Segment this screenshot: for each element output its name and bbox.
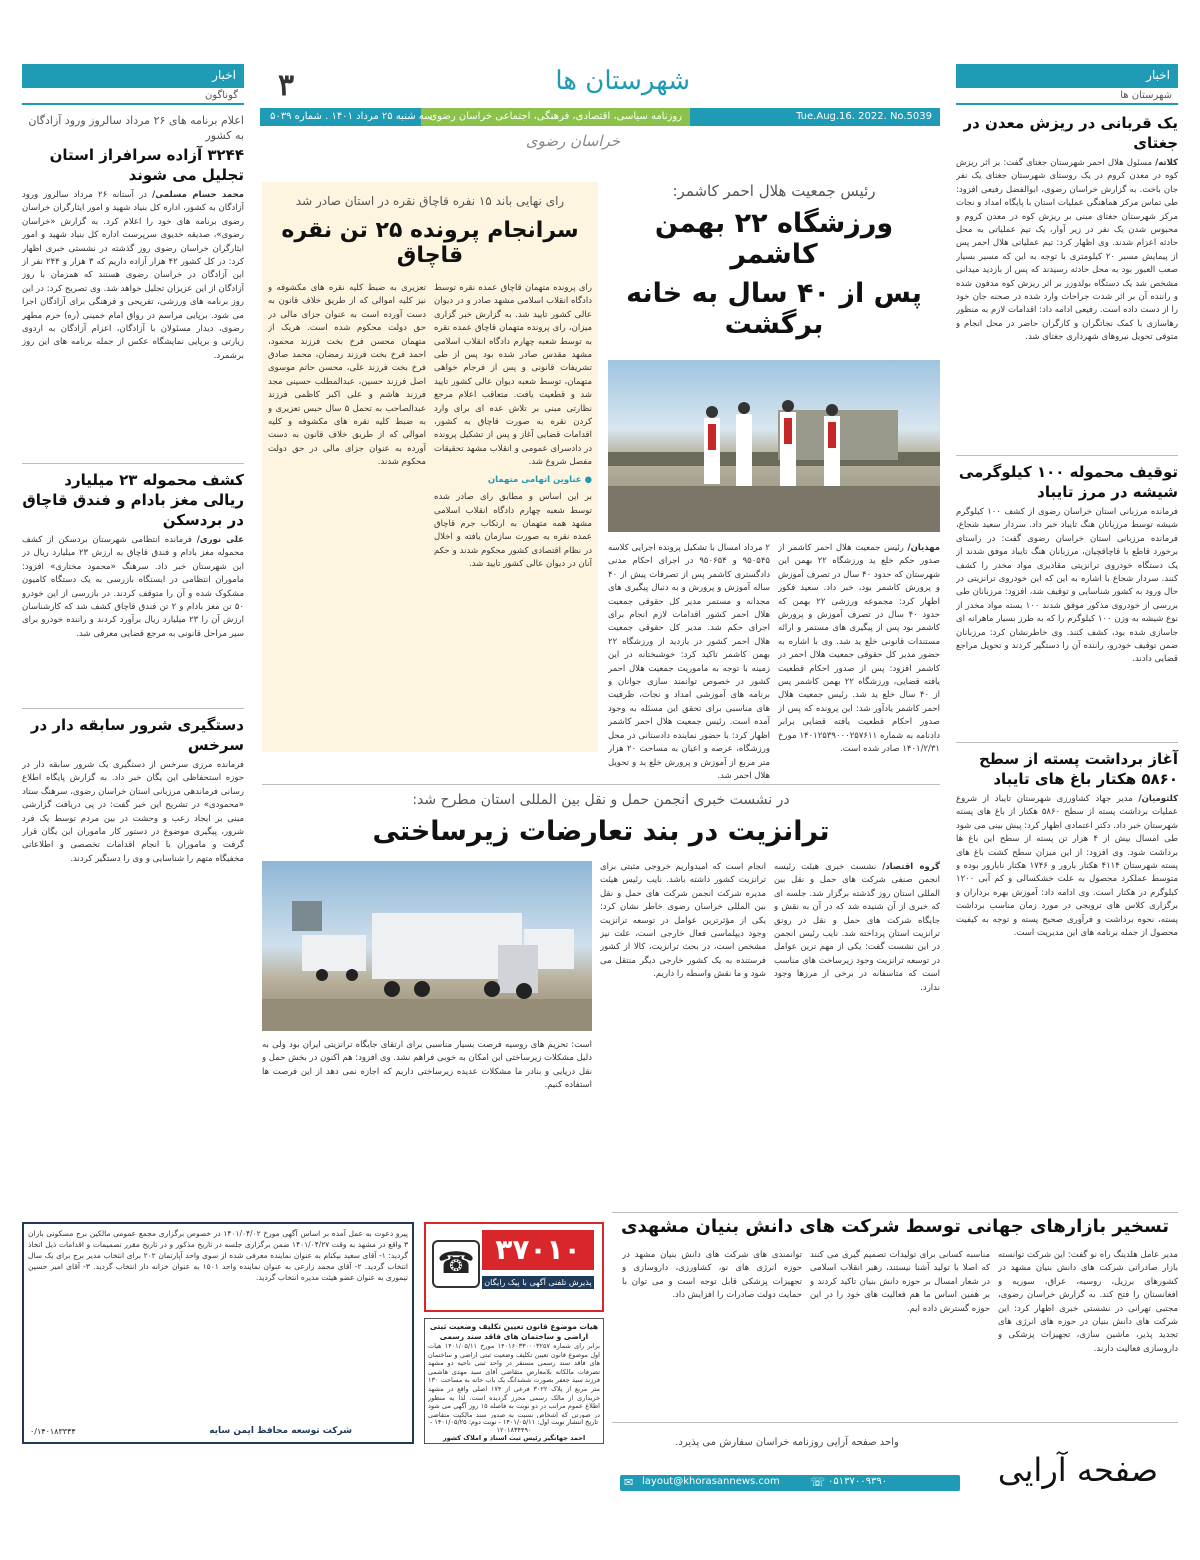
stadium-photo-art (608, 360, 940, 532)
story-kicker: رئیس جمعیت هلال احمر کاشمر: (672, 182, 876, 200)
legal-body: برابر رای شماره ۱۴۰۱۶۰۳۳۰۰۰۳۲۵۷ مورخ ۱۴۰۱/۰۵/۱۱ هیات اول موضوع قانون تعیین تکلیف وضعیت ثبتی اراضی و ساختمان های فاقد سند رسمی مستقر در واحد ثبتی ناحیه دو مشهد تصرفات مالکانه بلامعارض متقاضی آقای سید مهدی هاشمی فرزند سید جعفر بصورت ششدانگ یک باب خانه به مساحت ۱۳۰ متر مربع از پلاک ۳۰۲۲ فرعی از ۱۷۴ اصلی واقع در مشهد خریداری از مالک رسمی محرز گردیده است. لذا به منظور اطلاع عموم مراتب در دو نوبت به فاصله ۱۵ روز آگهی می شود در صورتی که اشخاص نسبت به صدور سند مالکیت متقاضی (428, 1342, 600, 1418)
story-headline: آغاز برداشت پسته از سطح ۵۸۶۰ هکتار باغ های تایباد (978, 750, 1178, 788)
left-story-1 (22, 113, 244, 457)
trucks-photo (262, 861, 592, 1031)
story-headline: یک قربانی در ریزش معدن در جغتای (963, 114, 1178, 152)
story-lead: کلثومیان/ (1138, 794, 1178, 804)
phone-ad (424, 1222, 604, 1312)
page-number: ۳ (278, 68, 295, 103)
transit-story (262, 792, 940, 1189)
right-story-1 (956, 113, 1178, 449)
newspaper-logo: خراسان رضوی (525, 132, 620, 150)
legal-title: هیات موضوع قانون تعیین تکلیف وضعیت ثبتی اراضی و ساختمان های فاقد سند رسمی (429, 1322, 599, 1341)
trucks-photo-art (262, 861, 592, 1031)
right-story-3 (956, 749, 1178, 1199)
story-body-col-1: مهدیان/ رئیس جمعیت هلال احمر کاشمر از صدور حکم خلع ید ورزشگاه ۲۲ بهمن این شهرستان که حدود ۴۰ سال در تصرف آموزش و پرورش کاشمر بود، خبر داد. سعید فکور اظهار کرد: مجموعه ورزشی ۲۲ بهمن که حدود ۴۰ سال در تصرف آموزش و پرورش کاشمر بود پس از پیگیری های مستمر و ارائه مستندات قانونی خلع ید شد. وی با اشاره به حضور مدیر کل حقوقی جمعیت هلال احمر در کاشمر افزود: پس از صدور احکام قطعیت یافته قضایی، ورزشگاه ۲۲ بهمن کاشمر پس از ۴۰ سال خلع ید شد. رئیس جمعیت هلال احمر کاشمر یادآور شد: این پرونده که پس از صدور احکام قطعیت یافته قضایی برابر دادنامه به شماره ۱۴۰۱۲۵۳۹۰۰۰۲۵۷۶۱۱ مورخ ۱۴۰۱/۲/۳۱ صادر شده است. (778, 543, 940, 755)
story-body-col-1: مدیر عامل هلدینگ راه نو گفت: این شرکت توانسته بازار صادراتی شرکت های دانش بنیان مشهد در کشورهای برزیل، روسیه، عراق، سوریه و افغانستان را فتح کند. به گزارش خراسان رضوی، مجتبی تهرانی در نشستی خبری اظهار کرد: این شرکت های دانش بنیان در حوزه های انرژی های تجدید پذیر، ماشین سازی، تجهیزات پزشکی و داروسازی فعالیت دارند. (998, 1250, 1178, 1354)
story-body-col-1: رای پرونده متهمان قاچاق عمده نقره توسط دادگاه انقلاب اسلامی مشهد صادر و در دیوان عالی کشور تایید شد. به گزارش خبر گزاری میزان، رای پرونده متهمان قاچاق عمده نقره به توسط شعبه چهارم دادگاه انقلاب اسلامی مشهد مقدس صادر شده بود پس از طی تشریفات قانونی و پس از فرجام خواهی متهمان، توسط شعبه دیوان عالی کشور تایید شد و قطعیت یافت. متعاقب اعلام مرجع نظارتی مبنی بر تلاش عده ای برای وارد کردن نقره به صورت قاچاق به کشور، اقدامات قضایی آغاز و پس از تشکیل پرونده در دادسرای عمومی و انقلاب مشهد تحقیقات مفصل شروع شد. ● عناوین اتهامی متهمان بر این اساس و مطابق رای صادر شده توسط شعبه چهارم دادگاه انقلاب اسلامی مشهد همه متهمان به ارتکاب جرم قاچاق عمده نقره به صورت سازمان یافته و اخلال در نظام اقتصادی کشور محکوم شدند و حکم آنان در دیوان عالی کشور تایید شد. (434, 283, 592, 570)
telephone-icon: ☎ (432, 1240, 480, 1288)
story-headline: دستگیری شرور سابقه دار در سرخس (30, 716, 244, 754)
story-headline: ۳۲۴۴ آزاده سرافراز استان تجلیل می شوند (49, 146, 244, 184)
story-body: کلاته/ مسئول هلال احمر شهرستان جغتای گفت: بر اثر ریزش کوه در معدن کروم در یک روستای شهرستان جغتای یک نفر جان باخت. به گزارش خراسان رضوی، ابوالفضل رفیعی افزود: طی تماس مرکز هماهنگی عملیات استان با پایگاه امداد و نجات مرکز شهرستان جغتای مبنی بر ریزش کوه در معدن کروم و محبوس شدن یک نفر در زیر آوار، یک تیم عملیاتی به محل حادثه اعزام شدند. وی اظهار کرد: تیم عملیاتی هلال احمر پس از پیمایش مسیر ۲۰ کیلومتری با توجه به این که مسیر بسیار صعب العبور بود به محل حادثه رسیدند که پس از بازدید میدانی مشخص شد یک دستگاه بولدوزر بر اثر ریزش کوه مدفون شده و راننده آن بر اثر شدت جراحات وارد شده در صحنه جان خود را از دست داده است. رفیعی ادامه داد: اقدامات لازم به منظور رهاسازی با کمک نجاتگران و کارگران حاضر در محل انجام و متوفی تحویل نیروهای شهرداری جغتای شد. (956, 158, 1178, 343)
layout-service-caption: واحد صفحه آرایی روزنامه خراسان سفارش می پذیرد. (675, 1437, 899, 1448)
story-body-col-3: توانمندی های شرکت های دانش بنیان مشهد در حوزه انرژی های نو، کشاورزی، داروسازی و تجهیزات پزشکی قابل توجه است و می توان با حمایت دولت صادرات را افزایش داد. (622, 1250, 802, 1301)
story-body: علی نوری/ فرمانده انتظامی شهرستان بردسکن از کشف محموله مغز بادام و فندق قاچاق به ارزش ۲۳ میلیارد ریال در این شهرستان خبر داد. سرهنگ «محمود مختاری» افزود: ماموران انتظامی در ایستگاه بازرسی به یک دستگاه کامیون مشکوک شده و آن را متوقف کردند. در بازرسی از این خودرو ۵۰ تن مغز بادام و ۲ تن فندق قاچاق کشف شد که کارشناسان ارزش آن را ۲۳ میلیارد ریال برآورد کردند و راننده خودرو برای سیر مراحل قانونی به مرجع قضایی معرفی شد. (22, 535, 244, 639)
header-bar (260, 108, 940, 126)
story-kicker: رای نهایی باند ۱۵ نفره قاچاق نقره در استان صادر شد (295, 194, 565, 208)
right-section-header (956, 64, 1178, 88)
story-body-col-3: است: تحریم های روسیه فرصت بسیار مناسبی برای ارتقای جایگاه ترانزیتی ایران بود ولی به دلیل مشکلات زیرساختی این امکان به خوبی فراهم نشد. وی افزود: هم اکنون در بخش حمل و نقل دریایی و بنادر ما مشکلات عدیده زیرساختی داریم که اجازه نمی دهد از این فرصت ها استفاده کنیم. (262, 1040, 592, 1091)
legal-ad (424, 1318, 604, 1444)
story-headline: توقیف محموله ۱۰۰ کیلوگرمی شیشه در مرز تایباد (958, 463, 1178, 501)
section-title: شهرستان ها (555, 66, 690, 96)
story-body-col-2: مناسبه کسانی برای تولیدات تصمیم گیری می کنند که اصلا با تولید آشنا نیستند، رهبر انقلاب اسلامی در شعار امسال بر حوزه دانش بنیان تاکید کردند و بر همین اساس ما هم فعالیت های خود را در این حوزه گسترش داده ایم. (810, 1250, 990, 1314)
story-kicker: اعلام برنامه های ۲۶ مرداد سالروز ورود آزادگان به کشور (28, 114, 244, 142)
contact-bar (620, 1475, 960, 1491)
date-en: Tue.Aug.16. 2022. No.5039 (796, 111, 932, 122)
right-story-2 (956, 462, 1178, 736)
story-body: محمد حسام مسلمی/ در آستانه ۲۶ مرداد سالروز ورود آزادگان به کشور، اداره کل بنیاد شهید و امور ایثارگران خراسان رضوی برنامه های خود را اعلام کرد. به گزارش «خراسان رضوی»، صدیقه خدیوی سرپرست اداره کل بنیاد شهید و امور ایثارگران خراسان رضوی روز گذشته در نشستی خبری اظهار کرد: در کل کشور ۴۲ هزار آزاده داریم که ۳ هزار و ۲۴۴ نفر از این آزادگان در خراسان رضوی هستند که همزمان با روز آزادگان از این عزیزان تجلیل خواهد شد. وی تصریح کرد: در این روز برنامه های ورزشی، تفریحی و فرهنگی برای آزادگان اجرا می شود. برپایی مراسم در رواق امام خمینی (ره) حرم مطهر رضوی، دیدار مسئولان با آزادگان، اعزام آزادگان به اردوی زیارتی و برپایی نمایشگاه عکس از جمله برنامه های این روز برشمرد. (22, 190, 244, 361)
story-lead: علی نوری/ (196, 535, 244, 545)
left-subsection: گوناگون (22, 88, 244, 105)
right-column (956, 64, 1178, 1199)
ad-phone-number[interactable]: ۳۷۰۱۰ (482, 1230, 594, 1270)
story-lead: مهدیان/ (907, 543, 940, 553)
stadium-photo (608, 360, 940, 532)
story-body-col-1: گروه اقتصاد/ نشست خبری هیئت رئیسه انجمن صنفی شرکت های حمل و نقل بین المللی استان روز گذشته برگزار شد. جلسه ای که خبری از آن شنیده شد که در آن به نقش و جایگاه شرکت های حمل و نقل در رونق ترانزیت استان پرداخته شد. نایب رئیس انجمن در این نشست گفت: یکی از مهم ترین عوامل در توسعه ترانزیت وجود زیرساخت های مناسب است که متاسفانه در برخی از مرزها وجود ندارد. (774, 862, 940, 993)
story-body: فرمانده مرزی سرخس از دستگیری یک شرور سابقه دار در حوزه استحفاظی این یگان خبر داد. به گزارش پایگاه اطلاع رسانی فرماندهی مرزبانی استان خراسان رضوی، سرهنگ ستاد «محمودی» در تشریح این خبر گفت: در پی دریافت گزارشی مبنی بر ایجاد رعب و وحشت در بین مردم توسط یک فرد شرور، پیگیری موضوع در دستور کار ماموران این یگان قرار گرفت و ماموران با انجام اقدامات تخصصی و اطلاعاتی مخفیگاه متهم را شناسایی و وی را دستگیر کردند. (22, 760, 244, 864)
knowledge-story (612, 1216, 1178, 1425)
story-body-col-2: تعزیری به ضبط کلیه نقره های مکشوفه و نیز کلیه اموالی که از طریق خلاف قانون به دست آورده است به عنوان جزای مالی در حق دولت محکوم شده است. هریک از متهمان محسن فرخ بخت فرزند محمود، احمد فرخ بخت فرزند رمضان، محمد صادق فرخ بخت فرزند علی، محسن حاتم موسوی اصل فرزند حسین، عبدالمطلب حسینی مجد فرزند هاشم و علی اکبر کاظمی فرزند عبدالصاحب به تحمل ۵ سال حبس تعزیری و به ضبط کلیه نقره های مکشوفه و کلیه اموالی که از طریق خلاف قانون به دست آورده به عنوان جزای مالی در حق دولت محکوم شدند. (268, 283, 426, 468)
story-body: کلثومیان/ مدیر جهاد کشاورزی شهرستان تایباد از شروع عملیات برداشت پسته از سطح ۵۸۶۰ هکتار از باغ های پسته شهرستان خبر داد. دکتر اعتمادی اظهار کرد: پیش بینی می شود طی امسال بیش از ۴ هزار تن پسته از سطح این باغ ها برداشت شود. وی افزود: از این میزان سطح کشت باغ های پسته شهرستان ۴۱۱۴ هکتار بارور و ۱۷۴۶ هکتار نابارور بوده و متوسط عملکرد محصول به علت خشکسالی و کم آبی ۱۲۰۰ کیلوگرم در هکتار است. وی ادامه داد: آموزش بهره برداران و برگزاری کلاس های ترویجی در مورد زمان مناسب برداشت پسته، نحوه برداشت و فرآوری صحیح پسته و توجه به کیفیت محصول از جمله برنامه های این مدیریت است. (956, 794, 1178, 939)
story-subhead: ● عناوین اتهامی متهمان (487, 474, 592, 485)
left-story-2 (22, 470, 244, 702)
phone-icon: ☏ (810, 1475, 826, 1489)
legal-signer: احمد جهانگیر رئیس ثبت اسناد و املاک کشور (442, 1434, 586, 1442)
story-headline-line2: پس از ۴۰ سال به خانه برگشت (626, 278, 922, 340)
story-headline: سرانجام پرونده ۲۵ تن نقره قاچاق (281, 218, 579, 268)
left-story-3 (22, 715, 244, 1055)
notice-ad (22, 1222, 414, 1444)
story-body-col-2: انجام است که امیدواریم خروجی مثبتی برای ترانزیت کشور داشته باشد. نایب رئیس هیئت مدیره شرکت انجمن شرکت های حمل و نقل بین المللی خراسان رضوی خاطر نشان کرد: یکی از مؤثرترین عوامل در توسعه ترانزیت وجود دیپلماسی فعال خارجی است، علت نیز مشخص است، در بحث ترانزیت، کالا از کشور فرستنده به یک کشور خارجی دیگر منتقل می شود و ما نقش واسطه را داریم. (600, 862, 766, 980)
left-section-header (22, 64, 244, 88)
email-icon: ✉ (624, 1476, 634, 1489)
notice-ref: ۰/۱۴۰۱۸۳۳۴۴ (30, 1427, 76, 1436)
story-headline: ترانزیت در بند تعارضات زیرساختی (372, 816, 830, 847)
silver-story (262, 182, 598, 752)
story-body: فرمانده مرزبانی استان خراسان رضوی از کشف ۱۰۰ کیلوگرم شیشه توسط مرزبانان هنگ تایباد خبر داد. سردار سعید شجاع، فرمانده مرزبانی استان خراسان رضوی گفت: در راستای برخورد قاطع با قاچاقچیان، مرزبانان هنگ تایباد موفق شدند از یک دستگاه خودروی ترانزیتی مقادیری مواد مخدر را کشف کنند. سردار شجاع با اشاره به این که این خودروی ترانزیتی در حال ورود به کشور شناسایی و توقیف شد، افزود: مرزبانان طی بررسی از خودروی مذکور موفق شدند ۱۰۰ بسته مواد مخدر از نوع شیشه به وزن ۱۰۰ کیلوگرم را که به طرز بسیار ماهرانه ای جاسازی شده بود، کشف کنند. وی خاطرنشان کرد: مرزبانان ضمن توقیف خودرو، راننده آن را دستگیر کردند و تحویل مراجع قضایی دادند. (956, 507, 1178, 665)
main-story (608, 182, 940, 842)
notice-body: پیرو دعوت به عمل آمده بر اساس آگهی مورخ ۱۴۰۱/۰۴/۰۲ در خصوص برگزاری مجمع عمومی مالکین برج مسکونی باران ۳ واقع در مشهد به وقت ۱۴۰۱/۰۴/۲۷ ضمن برگزاری جلسه در تاریخ مذکور و در تاریخ مقرر تصمیمات و اقدامات ذیل اتخاذ گردید: ۱- آقای سعید نیکنام به عنوان نماینده معرفی شده از سوی واحد آپارتمان ۲۰۲ برای انتخاب مدیر برج برای یک سال انتخاب گردید. ۲- آقای محمد زارعی به عنوان نماینده واحد ۱۵۰۱ به عنوان خزانه دار انتخاب گردید. ۳- آقای امیر حسین تیموری به عنوان عضو هیئت مدیره انتخاب گردید. (28, 1229, 408, 1282)
story-headline: تسخیر بازارهای جهانی توسط شرکت های دانش بنیان مشهدی (620, 1216, 1170, 1237)
layout-service-title: صفحه آرایی (997, 1451, 1158, 1489)
date-fa: سه شنبه ۲۵ مرداد ۱۴۰۱ . شماره ۵۰۳۹ (270, 111, 433, 122)
tagline: روزنامه سیاسی، اقتصادی، فرهنگی، اجتماعی خراسان رضوی (421, 108, 690, 126)
right-section-title: اخبار (1146, 68, 1170, 82)
ad-phone-caption: پذیرش تلفنی آگهی با پیک رایگان (482, 1276, 594, 1289)
masthead (260, 62, 940, 160)
layout-phone[interactable]: ۰۵۱۳۷۰۰۹۳۹۰ (828, 1476, 888, 1487)
story-body-col-2: ۲ مرداد امسال با تشکیل پرونده اجرایی کلاسه ۹۵۰۵۴۵ و ۹۵۰۶۵۴ در اجرای احکام مدنی دادگستری کاشمر پس از تصرفات پیش از ۴۰ ساله آموزش و پرورش و به دنبال پیگیری های مجدانه و مستمر مدیر کل حقوقی جمعیت هلال احمر کشور اقدامات لازم انجام برای اجرای حکم شد. مدیر کل حقوقی جمعیت هلال احمر کشور در بازدید از ورزشگاه ۲۲ بهمن کاشمر تاکید کرد: خوشبختانه در این زمینه با توجه به ماموریت جمعیت هلال احمر کشور در خصوص توانمند سازی جوانان و برنامه های آموزشی امداد و نجات، ظرفیت های مناسبی برای تحقق این مسئله به وجود آمده است. رئیس جمعیت هلال احمر کاشمر اظهار کرد: با حضور نماینده دادستانی در محل ورزشگاه، عرصه و اعیان به مساحت ۲۰ هزار متر مربع از آموزش و پرورش خلع ید و تحویل هلال احمر شد. (608, 543, 770, 781)
subhead-bullet-icon: ● (584, 474, 592, 485)
story-lead: کلاته/ (1155, 158, 1178, 168)
notice-footer: شرکت توسعه محافظ ایمن سایه (209, 1426, 352, 1436)
story-headline: کشف محموله ۲۳ میلیارد ریالی مغز بادام و فندق قاچاق در بردسکن (22, 471, 244, 529)
story-kicker: در نشست خبری انجمن حمل و نقل بین المللی استان مطرح شد: (412, 792, 790, 808)
story-lead: گروه اقتصاد/ (882, 862, 940, 872)
layout-email[interactable]: layout@khorasannews.com (642, 1476, 780, 1487)
story-headline-line1: ورزشگاه ۲۲ بهمن کاشمر (654, 208, 894, 270)
right-subsection: شهرستان ها (956, 88, 1178, 105)
left-section-title: اخبار (212, 68, 236, 82)
left-column (22, 64, 244, 1055)
layout-service-ad (612, 1422, 1178, 1539)
legal-dates: تاریخ انتشار نوبت اول: ۱۴۰۱/۰۵/۱۱ - نوبت دوم: ۱۴۰۱/۰۵/۲۵ - ۱۲۰۱۸۳۴۴۹۰ (429, 1418, 599, 1434)
story-lead: محمد حسام مسلمی/ (152, 190, 244, 200)
